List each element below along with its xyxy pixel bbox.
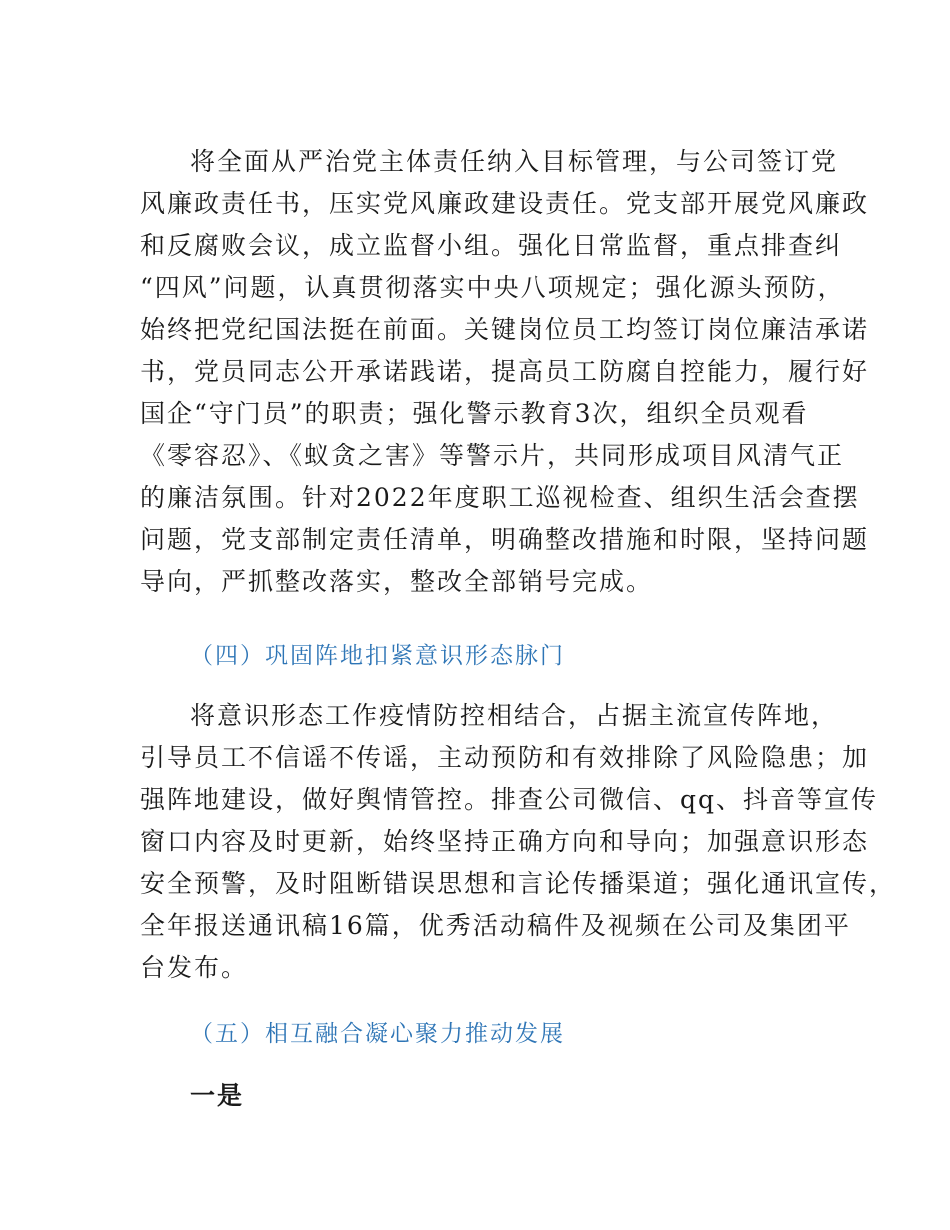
paragraph-1-line-1: 将全面从严治党主体责任纳入目标管理，与公司签订党 bbox=[190, 147, 839, 176]
paragraph-1-line-2: 风廉政责任书，压实党风廉政建设责任。党支部开展党风廉政 bbox=[140, 189, 870, 218]
paragraph-1-line-6: 书，党员同志公开承诺践诺，提高员工防腐自控能力，履行好 bbox=[140, 357, 870, 386]
paragraph-2-line-1: 将意识形态工作疫情防控相结合，占据主流宣传阵地， bbox=[190, 701, 839, 730]
paragraph-1-line-8: 《零容忍》、《蚁贪之害》等警示片，共同形成项目风清气正 bbox=[140, 441, 845, 470]
section-heading-4: （四）巩固阵地扣紧意识形态脉门 bbox=[190, 643, 565, 669]
paragraph-1-line-7: 国企“守门员”的职责；强化警示教育3次，组织全员观看 bbox=[140, 399, 809, 428]
section-heading-5: （五）相互融合凝心聚力推动发展 bbox=[190, 1021, 565, 1047]
paragraph-2-line-3: 强阵地建设，做好舆情管控。排查公司微信、qq、抖音等宣传 bbox=[140, 785, 879, 814]
paragraph-2-line-2: 引导员工不信谣不传谣，主动预防和有效排除了风险隐患；加 bbox=[140, 743, 870, 772]
paragraph-2-line-7: 台发布。 bbox=[140, 953, 249, 982]
paragraph-2-line-4: 窗口内容及时更新，始终坚持正确方向和导向；加强意识形态 bbox=[140, 827, 870, 856]
paragraph-1-line-9: 的廉洁氛围。针对2022年度职工巡视检查、组织生活会查摆 bbox=[140, 483, 860, 512]
paragraph-2-line-6: 全年报送通讯稿16篇，优秀活动稿件及视频在公司及集团平 bbox=[140, 911, 851, 940]
paragraph-1-line-4: “四风”问题，认真贯彻落实中央八项规定；强化源头预防， bbox=[140, 273, 845, 302]
paragraph-2-line-5: 安全预警，及时阻断错误思想和言论传播渠道；强化通讯宣传， bbox=[140, 869, 897, 898]
paragraph-1-line-10: 问题，党支部制定责任清单，明确整改措施和时限，坚持问题 bbox=[140, 525, 870, 554]
paragraph-1-line-5: 始终把党纪国法挺在前面。关键岗位员工均签订岗位廉洁承诺 bbox=[140, 315, 870, 344]
paragraph-1-line-11: 导向，严抓整改落实，整改全部销号完成。 bbox=[140, 567, 654, 596]
point-1-label: 一是 bbox=[190, 1081, 245, 1110]
paragraph-1-line-3: 和反腐败会议，成立监督小组。强化日常监督，重点排查纠 bbox=[140, 231, 843, 260]
